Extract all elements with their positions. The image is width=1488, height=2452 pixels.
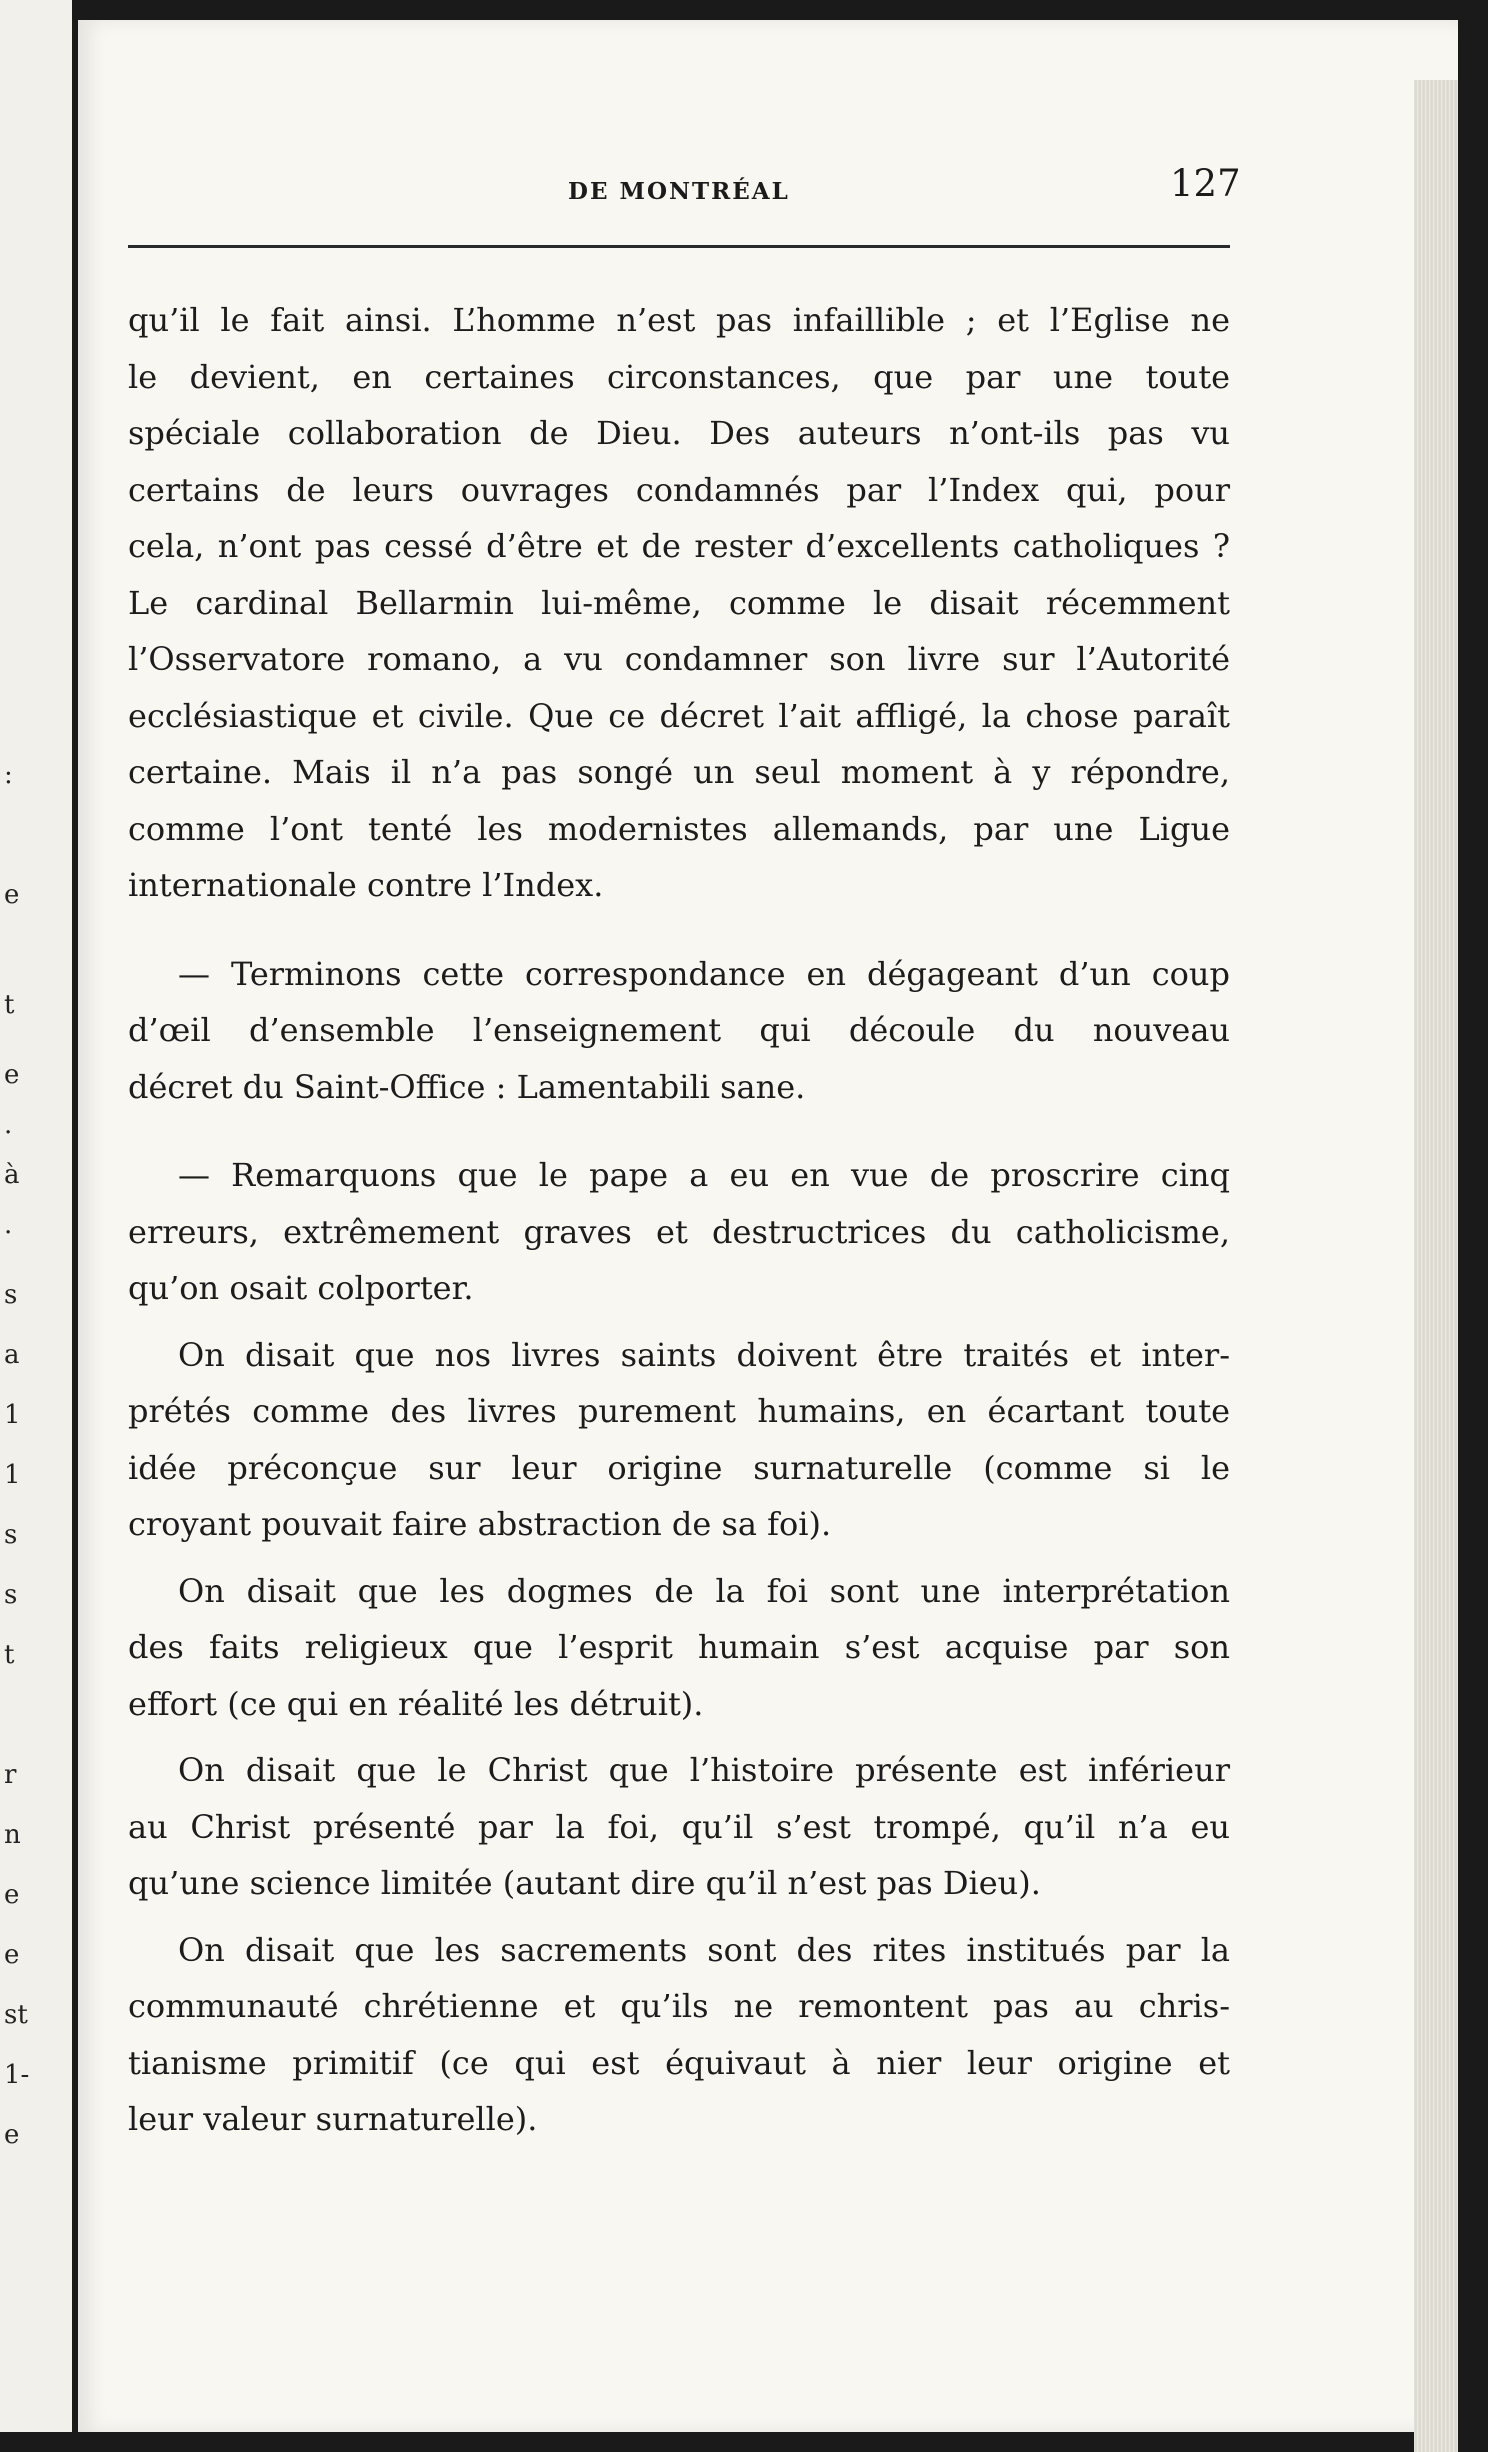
margin-fragment: à [4, 1160, 20, 1190]
margin-fragment: e [4, 880, 20, 910]
margin-fragment: s [4, 1520, 18, 1550]
text-line: décret du Saint-Office : Lamentabili sane. [128, 1067, 806, 1106]
paragraph [128, 292, 1230, 914]
text-line: comme l’ont tenté les modernistes allemands, par une Ligue [128, 809, 1230, 848]
page-edge [1414, 80, 1458, 2452]
text-line: prétés comme des livres purement humains, en écartant toute [128, 1392, 1230, 1430]
running-head: DE MONTRÉAL [568, 178, 790, 205]
text-line: idée préconçue sur leur origine surnaturelle (comme si le [128, 1448, 1230, 1487]
margin-fragment: e [4, 2120, 20, 2150]
text-line: le devient, en certaines circonstances, que par une toute [128, 357, 1230, 396]
margin-fragment: t [4, 990, 15, 1020]
text-line: leur valeur surnaturelle). [128, 2100, 538, 2138]
margin-fragment: e [4, 1880, 20, 1910]
text-line: On disait que les sacrements sont des rites institués par la [178, 1930, 1230, 1969]
text-line: ecclésiastique et civile. Que ce décret l’ait affligé, la chose paraît [128, 696, 1230, 735]
text-line: l’Osservatore romano, a vu condamner son livre sur l’Autorité [128, 640, 1230, 678]
text-line: communauté chrétienne et qu’ils ne remontent pas au chris- [128, 1987, 1230, 2025]
margin-fragment: 1 [4, 1460, 21, 1490]
text-line: Le cardinal Bellarmin lui-même, comme le disait récemment [128, 583, 1230, 622]
paragraph [128, 1742, 1230, 1912]
paragraph [128, 946, 1230, 1116]
paragraph [128, 1563, 1230, 1733]
body-text [128, 292, 1230, 2148]
paragraph [128, 1147, 1230, 1317]
text-line: d’œil d’ensemble l’enseignement qui découle du nouveau [128, 1011, 1230, 1049]
page-number: 127 [1170, 162, 1241, 205]
text-line: des faits religieux que l’esprit humain s’est acquise par son [128, 1628, 1230, 1666]
paragraph [128, 1922, 1230, 2148]
header-rule [128, 245, 1230, 248]
text-line: On disait que nos livres saints doivent être traités et inter- [178, 1335, 1230, 1374]
text-line: internationale contre l’Index. [128, 866, 604, 904]
text-line: erreurs, extrêmement graves et destructrices du catholicisme, [128, 1212, 1230, 1251]
margin-fragment: : [4, 760, 13, 790]
text-line: — Terminons cette correspondance en dégageant d’un coup [178, 954, 1230, 993]
paragraph [128, 1327, 1230, 1553]
margin-fragment: 1 [4, 1400, 21, 1430]
text-line: On disait que le Christ que l’histoire présente est inférieur [178, 1751, 1230, 1789]
text-line: qu’on osait colporter. [128, 1269, 474, 1307]
margin-fragment: 1- [4, 2060, 30, 2090]
margin-fragment: . [4, 1210, 13, 1240]
margin-fragment: e [4, 1060, 20, 1090]
margin-fragment: s [4, 1580, 18, 1610]
margin-fragment: . [4, 1110, 13, 1140]
text-line: On disait que les dogmes de la foi sont une interprétation [178, 1571, 1230, 1610]
text-line: croyant pouvait faire abstraction de sa foi). [128, 1505, 832, 1543]
margin-fragment: s [4, 1280, 18, 1310]
text-line: certains de leurs ouvrages condamnés par l’Index qui, pour [128, 470, 1230, 509]
text-line: qu’une science limitée (autant dire qu’il n’est pas Dieu). [128, 1864, 1041, 1902]
margin-fragment: e [4, 1940, 20, 1970]
text-line: au Christ présenté par la foi, qu’il s’est trompé, qu’il n’a eu [128, 1807, 1230, 1846]
margin-fragment: r [4, 1760, 17, 1790]
margin-fragment: st [4, 2000, 28, 2030]
text-line: — Remarquons que le pape a eu en vue de proscrire cinq [178, 1156, 1230, 1194]
text-line: tianisme primitif (ce qui est équivaut à nier leur origine et [128, 2043, 1230, 2082]
text-line: cela, n’ont pas cessé d’être et de rester d’excellents catholiques ? [128, 527, 1230, 565]
text-line: qu’il le fait ainsi. L’homme n’est pas infaillible ; et l’Eglise ne [128, 301, 1230, 339]
text-line: effort (ce qui en réalité les détruit). [128, 1684, 704, 1723]
margin-fragment: t [4, 1640, 15, 1670]
margin-fragment: n [4, 1820, 21, 1850]
margin-fragment: a [4, 1340, 20, 1370]
text-line: spéciale collaboration de Dieu. Des auteurs n’ont-ils pas vu [128, 414, 1230, 452]
text-line: certaine. Mais il n’a pas songé un seul moment à y répondre, [128, 753, 1230, 791]
